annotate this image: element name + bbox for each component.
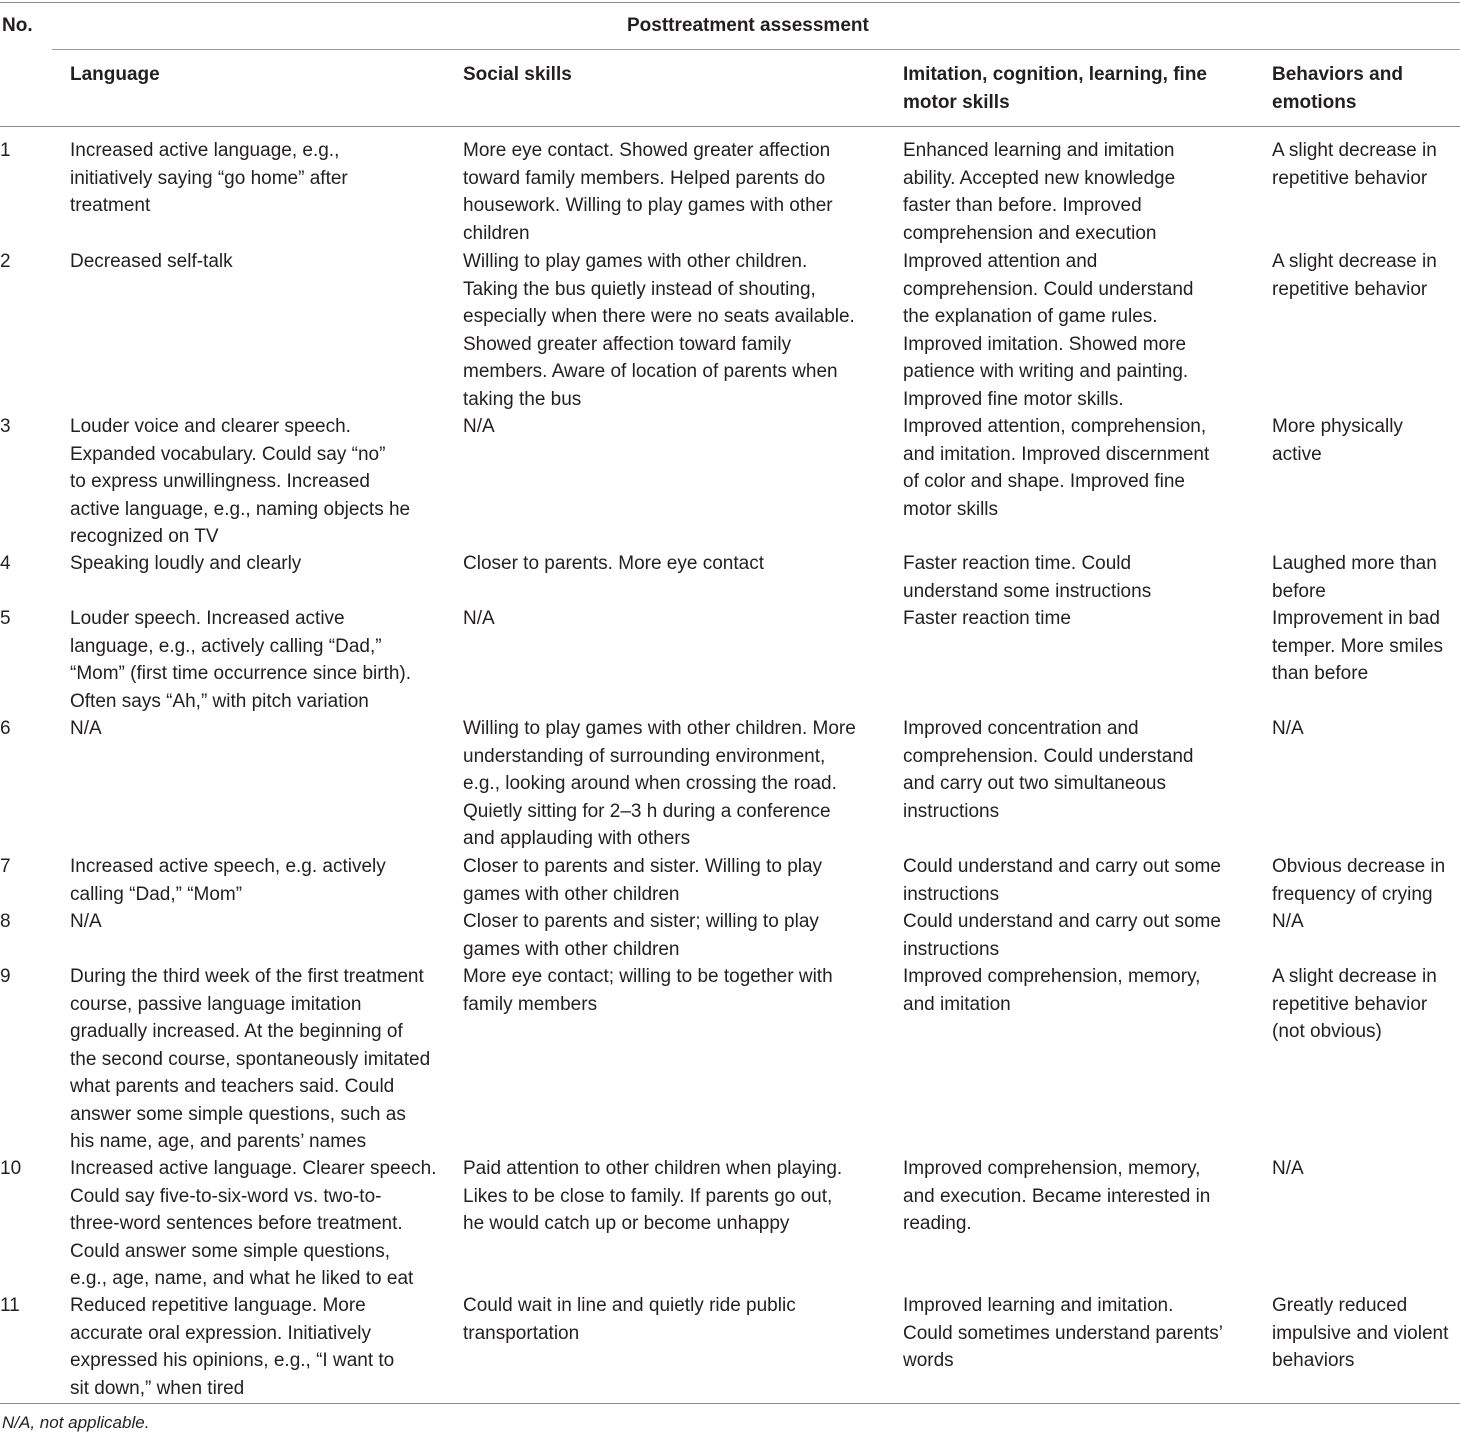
cell-imitation: [903, 853, 1221, 908]
cell-imitation: [903, 963, 1200, 1018]
cell-line: Taking the bus quietly instead of shouting,: [463, 278, 816, 300]
cell-line: Could understand and carry out some: [903, 911, 1221, 932]
cell-line: Improved imitation. Showed more: [903, 333, 1187, 355]
cell-line: Enhanced learning and imitation: [903, 140, 1175, 161]
cell-line: gradually increased. At the beginning of: [70, 1021, 403, 1042]
cell-social: [463, 963, 833, 1018]
cell-line: motor skills: [903, 498, 999, 520]
cell-line: comprehension. Could understand: [903, 278, 1194, 300]
cell-social: [463, 605, 495, 633]
cell-social: [463, 853, 822, 908]
cell-line: reading.: [903, 1213, 972, 1234]
top-rule: [0, 2, 1460, 3]
row-number: 9: [0, 966, 11, 987]
cell-line: e.g., looking around when crossing the road.: [463, 773, 837, 794]
cell-line: Quietly sitting for 2–3 h during a conference: [463, 800, 831, 822]
cell-line: repetitive behavior: [1272, 993, 1428, 1015]
cell-behavior: [1272, 908, 1304, 936]
cell-language: [70, 248, 233, 276]
cell-language: [70, 715, 102, 743]
cell-social: [463, 248, 855, 413]
cell-line: During the third week of the first treatment: [70, 966, 424, 987]
cell-social: [463, 908, 819, 963]
cell-line: Improved comprehension, memory,: [903, 1158, 1201, 1179]
cell-social: [463, 715, 856, 853]
cell-line: repetitive behavior: [1272, 278, 1428, 300]
cell-line: instructions: [903, 938, 1000, 960]
cell-social: [463, 1292, 796, 1347]
header-behaviors-emotions: Behaviors and emotions: [1272, 64, 1403, 113]
cell-line: Showed greater affection toward family: [463, 333, 792, 355]
cell-line: Increased active speech, e.g. actively: [70, 856, 386, 877]
cell-social: [463, 137, 833, 247]
cell-behavior: [1272, 248, 1437, 303]
cell-line: calling “Dad,” “Mom”: [70, 883, 243, 905]
cell-line: Willing to play games with other children. More: [463, 718, 856, 739]
cell-line: answer some simple questions, such as: [70, 1103, 406, 1125]
cell-line: before: [1272, 580, 1326, 602]
cell-line: A slight decrease in: [1272, 966, 1437, 987]
cell-line: Could wait in line and quietly ride public: [463, 1295, 796, 1316]
header-language: Language: [70, 64, 160, 85]
cell-line: treatment: [70, 195, 151, 216]
cell-line: Closer to parents. More eye contact: [463, 553, 764, 574]
cell-imitation: [903, 137, 1175, 247]
cell-imitation: [903, 248, 1193, 413]
cell-line: Could understand and carry out some: [903, 856, 1221, 877]
cell-line: A slight decrease in: [1272, 251, 1437, 272]
cell-line: Improved attention, comprehension,: [903, 416, 1207, 437]
cell-line: N/A: [1272, 1158, 1304, 1179]
cell-line: Laughed more than: [1272, 553, 1437, 574]
cell-line: impulsive and violent: [1272, 1322, 1449, 1344]
cell-social: [463, 413, 495, 441]
cell-line: N/A: [70, 718, 102, 739]
cell-line: than before: [1272, 663, 1369, 684]
cell-imitation: [903, 715, 1193, 825]
cell-line: initiatively saying “go home” after: [70, 167, 348, 189]
cell-line: Obvious decrease in: [1272, 856, 1446, 877]
cell-behavior: [1272, 137, 1437, 192]
cell-line: A slight decrease in: [1272, 140, 1437, 161]
cell-line: Speaking loudly and clearly: [70, 553, 302, 574]
cell-line: Improved concentration and: [903, 718, 1139, 739]
cell-line: Could say five-to-six-word vs. two-to-: [70, 1185, 382, 1207]
cell-behavior: [1272, 963, 1437, 1046]
cell-line: Could answer some simple questions,: [70, 1240, 390, 1262]
row-number: 10: [0, 1158, 22, 1179]
cell-line: N/A: [463, 608, 495, 629]
cell-line: and applauding with others: [463, 828, 691, 849]
cell-language: [70, 1292, 394, 1402]
cell-line: the explanation of game rules.: [903, 306, 1158, 327]
cell-line: Improved attention and: [903, 251, 1098, 272]
cell-line: frequency of crying: [1272, 883, 1433, 905]
cell-line: Often says “Ah,” with pitch variation: [70, 690, 369, 712]
cell-line: to express unwillingness. Increased: [70, 471, 370, 492]
cell-line: course, passive language imitation: [70, 993, 362, 1015]
cell-line: games with other children: [463, 883, 680, 905]
cell-line: e.g., age, name, and what he liked to eat: [70, 1268, 414, 1289]
cell-line: sit down,” when tired: [70, 1377, 245, 1399]
header-social-skills: Social skills: [463, 64, 572, 85]
cell-line: Increased active language, e.g.,: [70, 140, 340, 161]
cell-behavior: [1272, 413, 1403, 468]
cell-line: and imitation. Improved discernment: [903, 443, 1210, 465]
cell-language: [70, 137, 348, 220]
header-imitation-cognition: Imitation, cognition, learning, fine motor skills: [903, 64, 1207, 113]
cell-imitation: [903, 908, 1221, 963]
cell-line: Louder voice and clearer speech.: [70, 416, 351, 437]
cell-language: [70, 1155, 437, 1293]
cell-line: three-word sentences before treatment.: [70, 1213, 403, 1234]
cell-line: instructions: [903, 883, 1000, 905]
row-number: 7: [0, 856, 11, 877]
cell-line: temper. More smiles: [1272, 635, 1444, 657]
cell-line: understanding of surrounding environment,: [463, 745, 826, 767]
cell-line: Closer to parents and sister. Willing to play: [463, 856, 823, 877]
cell-language: [70, 413, 410, 551]
cell-imitation: [903, 605, 1071, 633]
cell-imitation: [903, 1155, 1210, 1238]
cell-line: comprehension. Could understand: [903, 745, 1194, 767]
cell-language: [70, 908, 102, 936]
cell-line: understand some instructions: [903, 580, 1152, 602]
row-number: 8: [0, 911, 11, 932]
cell-line: and carry out two simultaneous: [903, 773, 1166, 794]
cell-line: active language, e.g., naming objects he: [70, 498, 411, 520]
cell-line: accurate oral expression. Initiatively: [70, 1322, 371, 1344]
cell-line: Increased active language. Clearer speech.: [70, 1158, 437, 1179]
cell-line: and execution. Became interested in: [903, 1185, 1211, 1207]
cell-line: patience with writing and painting.: [903, 361, 1189, 382]
cell-line: recognized on TV: [70, 526, 219, 547]
cell-line: of color and shape. Improved fine: [903, 471, 1186, 492]
cell-line: games with other children: [463, 938, 680, 960]
cell-imitation: [903, 413, 1209, 523]
header-bottom-rule: [0, 126, 1460, 127]
cell-behavior: [1272, 550, 1437, 605]
cell-behavior: [1272, 853, 1445, 908]
cell-line: active: [1272, 443, 1322, 465]
header-posttreatment-assessment: Posttreatment assessment: [627, 15, 869, 36]
cell-line: expressed his opinions, e.g., “I want to: [70, 1350, 395, 1371]
cell-line: More eye contact. Showed greater affection: [463, 140, 831, 161]
cell-line: words: [903, 1350, 954, 1371]
cell-line: “Mom” (first time occurrence since birth).: [70, 663, 412, 684]
cell-language: [70, 550, 301, 578]
cell-line: Faster reaction time. Could: [903, 553, 1132, 574]
cell-line: toward family members. Helped parents do: [463, 167, 826, 189]
cell-line: his name, age, and parents’ names: [70, 1131, 367, 1152]
cell-behavior: [1272, 715, 1304, 743]
footnote: N/A, not applicable.: [2, 1413, 150, 1432]
cell-language: [70, 853, 386, 908]
cell-line: N/A: [1272, 911, 1304, 932]
cell-line: housework. Willing to play games with other: [463, 195, 833, 216]
row-number: 11: [0, 1295, 20, 1316]
cell-language: [70, 963, 430, 1156]
cell-line: Improvement in bad: [1272, 608, 1440, 629]
cell-line: behaviors: [1272, 1350, 1355, 1371]
cell-line: language, e.g., actively calling “Dad,”: [70, 635, 382, 657]
cell-imitation: [903, 550, 1151, 605]
cell-line: especially when there were no seats available.: [463, 306, 855, 327]
cell-behavior: [1272, 605, 1443, 688]
cell-line: repetitive behavior: [1272, 167, 1428, 189]
cell-line: N/A: [70, 911, 102, 932]
row-number: 2: [0, 251, 11, 272]
cell-line: children: [463, 222, 530, 244]
cell-line: and imitation: [903, 993, 1011, 1015]
row-number: 4: [0, 553, 11, 574]
cell-line: Reduced repetitive language. More: [70, 1295, 366, 1316]
cell-line: members. Aware of location of parents when: [463, 361, 838, 382]
header-no: No.: [2, 15, 33, 36]
cell-line: (not obvious): [1272, 1021, 1382, 1042]
cell-line: Decreased self-talk: [70, 251, 233, 272]
cell-line: faster than before. Improved: [903, 195, 1142, 216]
cell-line: Willing to play games with other children.: [463, 251, 808, 272]
cell-line: he would catch up or become unhappy: [463, 1213, 790, 1234]
row-number: 6: [0, 718, 11, 739]
cell-line: N/A: [1272, 718, 1304, 739]
cell-line: More eye contact; willing to be together with: [463, 966, 833, 987]
cell-behavior: [1272, 1292, 1448, 1375]
cell-line: transportation: [463, 1322, 580, 1344]
row-number: 5: [0, 608, 11, 629]
cell-line: ability. Accepted new knowledge: [903, 167, 1176, 189]
cell-line: Faster reaction time: [903, 608, 1071, 629]
bottom-rule: [0, 1403, 1460, 1404]
row-number: 1: [0, 140, 11, 161]
cell-social: [463, 550, 764, 578]
cell-line: Louder speech. Increased active: [70, 608, 345, 629]
cell-behavior: [1272, 1155, 1304, 1183]
cell-line: Could sometimes understand parents’: [903, 1322, 1224, 1344]
cell-line: Improved comprehension, memory,: [903, 966, 1201, 987]
cell-line: Greatly reduced: [1272, 1295, 1408, 1316]
cell-line: the second course, spontaneously imitated: [70, 1048, 431, 1070]
cell-social: [463, 1155, 842, 1238]
cell-imitation: [903, 1292, 1223, 1375]
cell-line: N/A: [463, 416, 495, 437]
cell-line: Paid attention to other children when playing.: [463, 1158, 843, 1179]
cell-line: instructions: [903, 800, 1000, 822]
cell-line: comprehension and execution: [903, 222, 1157, 244]
cell-line: taking the bus: [463, 388, 582, 410]
header-sub-rule: [52, 49, 1460, 50]
cell-line: Expanded vocabulary. Could say “no”: [70, 443, 386, 465]
cell-line: family members: [463, 993, 598, 1015]
cell-line: More physically: [1272, 416, 1403, 437]
cell-language: [70, 605, 411, 715]
cell-line: Closer to parents and sister; willing to play: [463, 911, 819, 932]
row-number: 3: [0, 416, 11, 437]
cell-line: Improved fine motor skills.: [903, 388, 1124, 410]
cell-line: Likes to be close to family. If parents go out,: [463, 1185, 833, 1207]
cell-line: what parents and teachers said. Could: [70, 1076, 395, 1097]
cell-line: Improved learning and imitation.: [903, 1295, 1174, 1316]
